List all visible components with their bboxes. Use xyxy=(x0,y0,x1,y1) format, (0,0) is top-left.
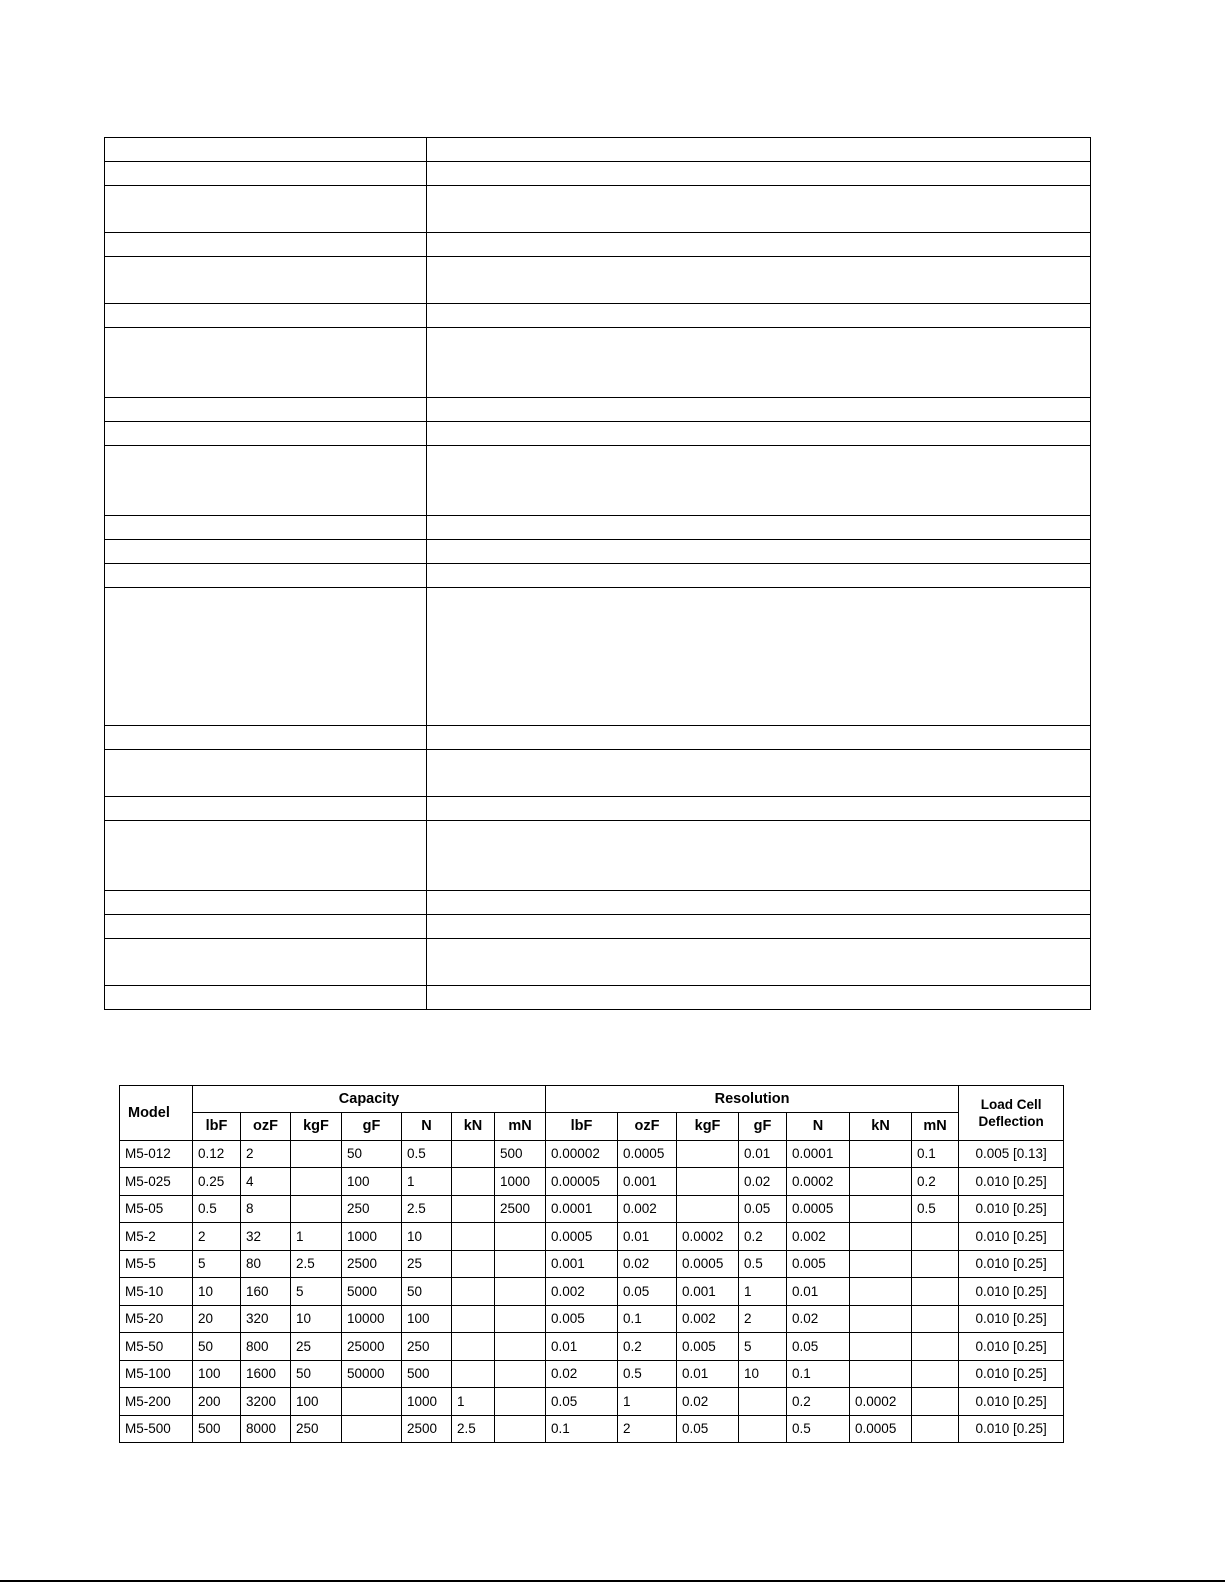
resolution-cell: 0.01 xyxy=(787,1278,850,1306)
capacity-cell: 50 xyxy=(402,1278,452,1306)
table-row xyxy=(120,1140,1064,1168)
resolution-cell: 0.0005 xyxy=(546,1223,618,1251)
model-cell: M5-100 xyxy=(120,1360,193,1388)
table-row xyxy=(120,1223,1064,1251)
capacity-cell xyxy=(495,1415,546,1443)
spec-row xyxy=(105,564,1091,588)
resolution-unit-header: kN xyxy=(850,1113,912,1141)
spec-label-cell xyxy=(105,891,427,915)
spec-value-cell xyxy=(427,891,1091,915)
spec-label-cell xyxy=(105,939,427,986)
model-header: Model xyxy=(120,1086,193,1141)
capacity-cell: 20 xyxy=(193,1305,241,1333)
spec-row xyxy=(105,446,1091,516)
model-table-body xyxy=(120,1140,1064,1443)
capacity-cell: 250 xyxy=(342,1195,402,1223)
capacity-cell xyxy=(495,1223,546,1251)
spec-row xyxy=(105,891,1091,915)
spec-label-cell xyxy=(105,750,427,797)
resolution-cell: 0.02 xyxy=(618,1250,677,1278)
spec-row xyxy=(105,540,1091,564)
spec-value-cell xyxy=(427,939,1091,986)
resolution-cell: 0.2 xyxy=(912,1168,959,1196)
spec-value-cell xyxy=(427,328,1091,398)
spec-row xyxy=(105,422,1091,446)
capacity-cell: 2 xyxy=(241,1140,291,1168)
spec-value-cell xyxy=(427,986,1091,1010)
capacity-cell xyxy=(452,1140,495,1168)
capacity-cell: 500 xyxy=(193,1415,241,1443)
resolution-cell: 0.00002 xyxy=(546,1140,618,1168)
capacity-cell: 4 xyxy=(241,1168,291,1196)
capacity-cell xyxy=(452,1360,495,1388)
resolution-cell: 0.0005 xyxy=(677,1250,739,1278)
resolution-cell xyxy=(850,1195,912,1223)
resolution-cell: 0.1 xyxy=(618,1305,677,1333)
resolution-cell: 0.0005 xyxy=(787,1195,850,1223)
resolution-cell: 0.02 xyxy=(677,1388,739,1416)
capacity-cell xyxy=(452,1223,495,1251)
spec-value-cell xyxy=(427,138,1091,162)
capacity-cell: 2500 xyxy=(342,1250,402,1278)
capacity-cell: 2.5 xyxy=(402,1195,452,1223)
table-row xyxy=(120,1168,1064,1196)
capacity-cell: 2 xyxy=(193,1223,241,1251)
resolution-cell xyxy=(850,1360,912,1388)
model-cell: M5-200 xyxy=(120,1388,193,1416)
resolution-cell: 0.005 xyxy=(787,1250,850,1278)
spec-label-cell xyxy=(105,138,427,162)
capacity-cell xyxy=(495,1278,546,1306)
resolution-cell xyxy=(850,1140,912,1168)
resolution-cell xyxy=(912,1223,959,1251)
model-cell: M5-500 xyxy=(120,1415,193,1443)
capacity-unit-header: gF xyxy=(342,1113,402,1141)
resolution-cell: 0.05 xyxy=(618,1278,677,1306)
deflection-header-line1: Load Cell xyxy=(980,1096,1042,1112)
spec-row xyxy=(105,257,1091,304)
capacity-unit-header: N xyxy=(402,1113,452,1141)
capacity-cell xyxy=(495,1250,546,1278)
deflection-cell: 0.010 [0.25] xyxy=(959,1195,1064,1223)
spec-value-cell xyxy=(427,750,1091,797)
capacity-cell: 25 xyxy=(291,1333,342,1361)
resolution-unit-header: lbF xyxy=(546,1113,618,1141)
resolution-cell: 0.005 xyxy=(677,1333,739,1361)
spec-label-cell xyxy=(105,797,427,821)
resolution-cell: 0.1 xyxy=(546,1415,618,1443)
spec-row xyxy=(105,516,1091,540)
table-row xyxy=(120,1195,1064,1223)
resolution-cell: 0.0005 xyxy=(618,1140,677,1168)
resolution-cell: 0.002 xyxy=(787,1223,850,1251)
spec-label-cell xyxy=(105,233,427,257)
table-row xyxy=(120,1360,1064,1388)
resolution-cell: 0.5 xyxy=(787,1415,850,1443)
resolution-cell: 1 xyxy=(739,1278,787,1306)
resolution-cell: 2 xyxy=(618,1415,677,1443)
model-cell: M5-20 xyxy=(120,1305,193,1333)
resolution-unit-header: kgF xyxy=(677,1113,739,1141)
table-row xyxy=(120,1305,1064,1333)
resolution-cell: 0.2 xyxy=(787,1388,850,1416)
capacity-cell: 1600 xyxy=(241,1360,291,1388)
resolution-cell: 0.0002 xyxy=(850,1388,912,1416)
spec-label-cell xyxy=(105,398,427,422)
table-row xyxy=(120,1333,1064,1361)
resolution-cell: 0.05 xyxy=(546,1388,618,1416)
spec-value-cell xyxy=(427,304,1091,328)
deflection-cell: 0.010 [0.25] xyxy=(959,1388,1064,1416)
capacity-cell: 800 xyxy=(241,1333,291,1361)
capacity-cell: 32 xyxy=(241,1223,291,1251)
capacity-header: Capacity xyxy=(193,1086,546,1113)
spec-row xyxy=(105,986,1091,1010)
capacity-cell xyxy=(495,1333,546,1361)
resolution-cell xyxy=(850,1223,912,1251)
table-row xyxy=(120,1278,1064,1306)
spec-label-cell xyxy=(105,257,427,304)
resolution-cell xyxy=(912,1333,959,1361)
capacity-cell: 160 xyxy=(241,1278,291,1306)
deflection-cell: 0.010 [0.25] xyxy=(959,1168,1064,1196)
resolution-unit-header: gF xyxy=(739,1113,787,1141)
page-bottom-rule xyxy=(0,1580,1225,1582)
capacity-cell: 5 xyxy=(291,1278,342,1306)
capacity-cell: 250 xyxy=(402,1333,452,1361)
capacity-cell xyxy=(452,1278,495,1306)
spec-value-cell xyxy=(427,516,1091,540)
capacity-cell: 25 xyxy=(402,1250,452,1278)
capacity-unit-header: mN xyxy=(495,1113,546,1141)
capacity-cell: 100 xyxy=(193,1360,241,1388)
model-table-header xyxy=(120,1086,1064,1141)
resolution-cell xyxy=(677,1168,739,1196)
deflection-header xyxy=(959,1086,1064,1141)
spec-value-cell xyxy=(427,540,1091,564)
resolution-cell xyxy=(677,1195,739,1223)
spec-label-cell xyxy=(105,564,427,588)
spec-row xyxy=(105,162,1091,186)
resolution-cell: 10 xyxy=(739,1360,787,1388)
capacity-cell: 0.25 xyxy=(193,1168,241,1196)
capacity-unit-header: kgF xyxy=(291,1113,342,1141)
model-cell: M5-10 xyxy=(120,1278,193,1306)
capacity-cell xyxy=(452,1305,495,1333)
capacity-cell xyxy=(342,1415,402,1443)
resolution-cell xyxy=(912,1415,959,1443)
spec-row xyxy=(105,398,1091,422)
resolution-cell xyxy=(912,1388,959,1416)
deflection-cell: 0.010 [0.25] xyxy=(959,1415,1064,1443)
spec-row xyxy=(105,821,1091,891)
spec-label-cell xyxy=(105,328,427,398)
capacity-cell: 2.5 xyxy=(291,1250,342,1278)
spec-label-cell xyxy=(105,821,427,891)
resolution-cell: 0.002 xyxy=(546,1278,618,1306)
spec-value-cell xyxy=(427,257,1091,304)
capacity-cell xyxy=(452,1195,495,1223)
capacity-cell: 0.12 xyxy=(193,1140,241,1168)
resolution-cell: 0.02 xyxy=(739,1168,787,1196)
resolution-cell xyxy=(677,1140,739,1168)
resolution-cell: 0.2 xyxy=(618,1333,677,1361)
capacity-cell: 500 xyxy=(402,1360,452,1388)
capacity-cell xyxy=(452,1333,495,1361)
resolution-cell: 0.00005 xyxy=(546,1168,618,1196)
resolution-cell: 0.002 xyxy=(618,1195,677,1223)
resolution-unit-header: mN xyxy=(912,1113,959,1141)
capacity-cell: 1 xyxy=(452,1388,495,1416)
spec-row xyxy=(105,726,1091,750)
capacity-cell: 1000 xyxy=(402,1388,452,1416)
capacity-cell: 500 xyxy=(495,1140,546,1168)
deflection-cell: 0.005 [0.13] xyxy=(959,1140,1064,1168)
resolution-cell xyxy=(739,1388,787,1416)
capacity-cell: 1000 xyxy=(342,1223,402,1251)
deflection-cell: 0.010 [0.25] xyxy=(959,1333,1064,1361)
capacity-cell: 10 xyxy=(291,1305,342,1333)
capacity-cell: 2.5 xyxy=(452,1415,495,1443)
resolution-cell: 1 xyxy=(618,1388,677,1416)
spec-value-cell xyxy=(427,422,1091,446)
spec-value-cell xyxy=(427,564,1091,588)
table-row xyxy=(120,1250,1064,1278)
capacity-cell xyxy=(495,1360,546,1388)
capacity-cell: 1000 xyxy=(495,1168,546,1196)
capacity-cell: 50 xyxy=(342,1140,402,1168)
resolution-cell xyxy=(739,1415,787,1443)
capacity-cell: 100 xyxy=(402,1305,452,1333)
resolution-cell xyxy=(850,1250,912,1278)
model-cell: M5-2 xyxy=(120,1223,193,1251)
spec-row xyxy=(105,328,1091,398)
capacity-cell: 0.5 xyxy=(402,1140,452,1168)
deflection-cell: 0.010 [0.25] xyxy=(959,1223,1064,1251)
resolution-cell: 0.2 xyxy=(739,1223,787,1251)
resolution-cell: 0.5 xyxy=(618,1360,677,1388)
resolution-cell: 0.1 xyxy=(787,1360,850,1388)
capacity-cell xyxy=(495,1305,546,1333)
capacity-cell: 8 xyxy=(241,1195,291,1223)
spec-row xyxy=(105,138,1091,162)
model-table xyxy=(119,1085,1064,1443)
spec-table-body xyxy=(105,138,1091,1010)
capacity-cell: 200 xyxy=(193,1388,241,1416)
capacity-cell: 50 xyxy=(291,1360,342,1388)
resolution-cell: 0.0002 xyxy=(787,1168,850,1196)
capacity-cell: 250 xyxy=(291,1415,342,1443)
spec-label-cell xyxy=(105,986,427,1010)
resolution-cell xyxy=(912,1305,959,1333)
spec-label-cell xyxy=(105,588,427,726)
resolution-cell: 0.02 xyxy=(787,1305,850,1333)
resolution-cell: 0.01 xyxy=(546,1333,618,1361)
resolution-cell xyxy=(850,1168,912,1196)
resolution-header: Resolution xyxy=(546,1086,959,1113)
resolution-cell: 2 xyxy=(739,1305,787,1333)
spec-value-cell xyxy=(427,726,1091,750)
spec-row xyxy=(105,939,1091,986)
spec-label-cell xyxy=(105,516,427,540)
capacity-cell: 8000 xyxy=(241,1415,291,1443)
resolution-cell: 0.001 xyxy=(677,1278,739,1306)
spec-label-cell xyxy=(105,422,427,446)
resolution-cell: 0.0001 xyxy=(546,1195,618,1223)
deflection-cell: 0.010 [0.25] xyxy=(959,1305,1064,1333)
resolution-unit-header: ozF xyxy=(618,1113,677,1141)
resolution-cell: 0.5 xyxy=(739,1250,787,1278)
model-cell: M5-50 xyxy=(120,1333,193,1361)
resolution-cell: 0.0005 xyxy=(850,1415,912,1443)
resolution-cell: 0.0002 xyxy=(677,1223,739,1251)
spec-value-cell xyxy=(427,233,1091,257)
deflection-cell: 0.010 [0.25] xyxy=(959,1360,1064,1388)
capacity-cell: 10 xyxy=(193,1278,241,1306)
resolution-unit-header: N xyxy=(787,1113,850,1141)
capacity-cell xyxy=(291,1168,342,1196)
spec-value-cell xyxy=(427,821,1091,891)
resolution-cell: 0.01 xyxy=(677,1360,739,1388)
resolution-cell xyxy=(850,1278,912,1306)
capacity-cell: 10000 xyxy=(342,1305,402,1333)
spec-row xyxy=(105,186,1091,233)
spec-table xyxy=(104,137,1091,1010)
spec-label-cell xyxy=(105,540,427,564)
spec-row xyxy=(105,233,1091,257)
spec-value-cell xyxy=(427,915,1091,939)
capacity-unit-header: ozF xyxy=(241,1113,291,1141)
resolution-cell: 0.005 xyxy=(546,1305,618,1333)
capacity-cell xyxy=(452,1250,495,1278)
capacity-cell xyxy=(291,1195,342,1223)
resolution-cell xyxy=(912,1278,959,1306)
model-cell: M5-05 xyxy=(120,1195,193,1223)
spec-value-cell xyxy=(427,797,1091,821)
spec-row xyxy=(105,750,1091,797)
resolution-cell: 0.05 xyxy=(739,1195,787,1223)
model-cell: M5-012 xyxy=(120,1140,193,1168)
spec-label-cell xyxy=(105,726,427,750)
spec-label-cell xyxy=(105,186,427,233)
capacity-cell: 2500 xyxy=(402,1415,452,1443)
spec-row xyxy=(105,588,1091,726)
model-cell: M5-025 xyxy=(120,1168,193,1196)
resolution-cell: 5 xyxy=(739,1333,787,1361)
capacity-cell: 50000 xyxy=(342,1360,402,1388)
header-row-groups xyxy=(120,1086,1064,1113)
capacity-cell xyxy=(495,1388,546,1416)
resolution-cell: 0.0001 xyxy=(787,1140,850,1168)
resolution-cell xyxy=(912,1360,959,1388)
resolution-cell: 0.1 xyxy=(912,1140,959,1168)
capacity-cell: 1 xyxy=(402,1168,452,1196)
resolution-cell: 0.01 xyxy=(618,1223,677,1251)
resolution-cell: 0.02 xyxy=(546,1360,618,1388)
table-row xyxy=(120,1388,1064,1416)
spec-row xyxy=(105,304,1091,328)
resolution-cell: 0.5 xyxy=(912,1195,959,1223)
deflection-cell: 0.010 [0.25] xyxy=(959,1278,1064,1306)
spec-label-cell xyxy=(105,446,427,516)
spec-value-cell xyxy=(427,186,1091,233)
deflection-cell: 0.010 [0.25] xyxy=(959,1250,1064,1278)
resolution-cell: 0.001 xyxy=(546,1250,618,1278)
resolution-cell: 0.05 xyxy=(677,1415,739,1443)
capacity-cell: 3200 xyxy=(241,1388,291,1416)
capacity-cell xyxy=(342,1388,402,1416)
capacity-cell: 25000 xyxy=(342,1333,402,1361)
model-cell: M5-5 xyxy=(120,1250,193,1278)
resolution-cell xyxy=(850,1333,912,1361)
deflection-header-line2: Deflection xyxy=(978,1113,1044,1129)
capacity-cell: 10 xyxy=(402,1223,452,1251)
spec-label-cell xyxy=(105,162,427,186)
capacity-unit-header: kN xyxy=(452,1113,495,1141)
spec-row xyxy=(105,915,1091,939)
spec-value-cell xyxy=(427,398,1091,422)
table-row xyxy=(120,1415,1064,1443)
capacity-cell: 5000 xyxy=(342,1278,402,1306)
spec-label-cell xyxy=(105,915,427,939)
resolution-cell: 0.001 xyxy=(618,1168,677,1196)
capacity-cell xyxy=(452,1168,495,1196)
resolution-cell xyxy=(850,1305,912,1333)
spec-row xyxy=(105,797,1091,821)
resolution-cell: 0.05 xyxy=(787,1333,850,1361)
resolution-cell: 0.01 xyxy=(739,1140,787,1168)
spec-value-cell xyxy=(427,588,1091,726)
resolution-cell xyxy=(912,1250,959,1278)
capacity-cell: 5 xyxy=(193,1250,241,1278)
capacity-cell xyxy=(291,1140,342,1168)
capacity-cell: 100 xyxy=(291,1388,342,1416)
capacity-cell: 100 xyxy=(342,1168,402,1196)
capacity-cell: 2500 xyxy=(495,1195,546,1223)
spec-value-cell xyxy=(427,162,1091,186)
capacity-cell: 1 xyxy=(291,1223,342,1251)
capacity-cell: 50 xyxy=(193,1333,241,1361)
spec-label-cell xyxy=(105,304,427,328)
capacity-cell: 0.5 xyxy=(193,1195,241,1223)
capacity-cell: 320 xyxy=(241,1305,291,1333)
header-row-units xyxy=(120,1113,1064,1141)
capacity-unit-header: lbF xyxy=(193,1113,241,1141)
spec-value-cell xyxy=(427,446,1091,516)
resolution-cell: 0.002 xyxy=(677,1305,739,1333)
capacity-cell: 80 xyxy=(241,1250,291,1278)
